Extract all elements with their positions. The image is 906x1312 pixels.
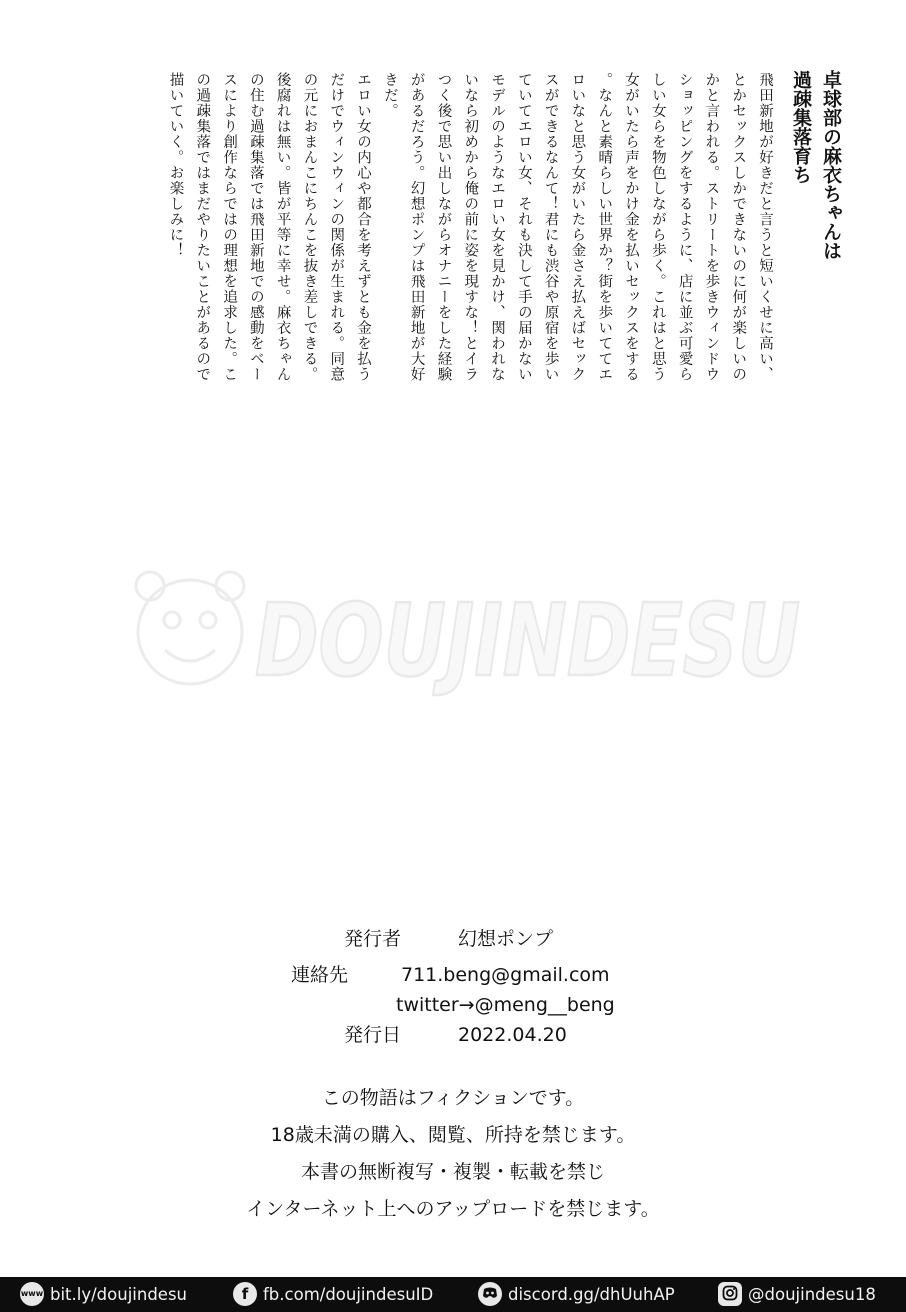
footer-facebook-text: fb.com/doujindesuID — [263, 1285, 434, 1304]
footer-discord-text: discord.gg/dhUuhAP — [508, 1285, 675, 1304]
notice-line-2: 18歳未満の購入、閲覧、所持を禁じます。 — [270, 1124, 636, 1146]
footer-bar — [0, 1277, 906, 1312]
discord-icon — [478, 1282, 502, 1306]
globe-icon: www — [20, 1282, 44, 1306]
footer-site-link[interactable] — [20, 1277, 187, 1312]
instagram-icon — [718, 1282, 742, 1306]
facebook-icon: f — [233, 1282, 257, 1306]
footer-discord-link[interactable] — [478, 1277, 675, 1312]
footer-instagram-link[interactable] — [718, 1277, 876, 1312]
legal-notice — [0, 1080, 906, 1228]
notice-line-4: インターネット上へのアップロードを禁じます。 — [246, 1198, 660, 1220]
title-line-2: 過疎集落育ち — [790, 70, 812, 184]
afterword-paragraph-1: 飛田新地が好きだと言うと短いくせに高い、とかセックスしかできないのに何が楽しいのかと言われる。ストリートを歩きウィンドウショッピングをするように、店に並ぶ可愛らしい女らを物色しながら歩く。これはと思う女がいたら声をかけ金を払いセックスをする。なんと素晴らしい世界か？街を歩いててエロいなと思う女がいたら金さえ払えばセックスができるなんて！君にも渋谷や原宿を歩いていてエロい女、それも決して手の届かないモデルのようなエロい女を見かけ、関われないなら初めから俺の前に姿を現すな！とイラつく後で思い出しながらオナニーをした経験があるだろう。幻想ポンプは飛田新地が大好きだ。 — [381, 72, 773, 382]
contact-label: 連絡先 — [291, 964, 349, 986]
publisher-label: 発行者 — [344, 928, 402, 950]
notice-line-3: 本書の無断複写・複製・転載を禁じ — [300, 1161, 605, 1183]
footer-facebook-link[interactable] — [233, 1277, 433, 1312]
notice-line-1: この物語はフィクションです。 — [321, 1087, 585, 1109]
title-line-1: 卓球部の麻衣ちゃんは — [820, 70, 842, 260]
page-title — [786, 70, 846, 330]
contact-email: 711.beng@gmail.com — [401, 964, 610, 986]
doujindesu-watermark — [120, 560, 820, 700]
date-label: 発行日 — [344, 1024, 402, 1046]
publisher-value: 幻想ポンプ — [458, 928, 554, 950]
watermark-text: DOUJINDESU — [255, 582, 800, 699]
afterword-body — [162, 72, 778, 382]
footer-instagram-text: @doujindesu18 — [748, 1285, 876, 1304]
footer-site-text: bit.ly/doujindesu — [50, 1285, 188, 1304]
watermark-face-icon — [138, 580, 242, 684]
date-value: 2022.04.20 — [458, 1024, 567, 1046]
afterword-paragraph-2: エロい女の内心や都合を考えずとも金を払うだけでウィンウィンの関係が生まれる。同意の元におまんこにちんこを抜き差しできる。後腐れは無い。皆が平等に幸せ。麻衣ちゃんの住む過疎集落では飛田新地での感動をベースにより創作ならではの理想を追求した。この過疎集落ではまだやりたいことがあるので描いていく。お楽しみに！ — [167, 72, 372, 382]
contact-twitter: twitter→@meng__beng — [396, 994, 615, 1016]
